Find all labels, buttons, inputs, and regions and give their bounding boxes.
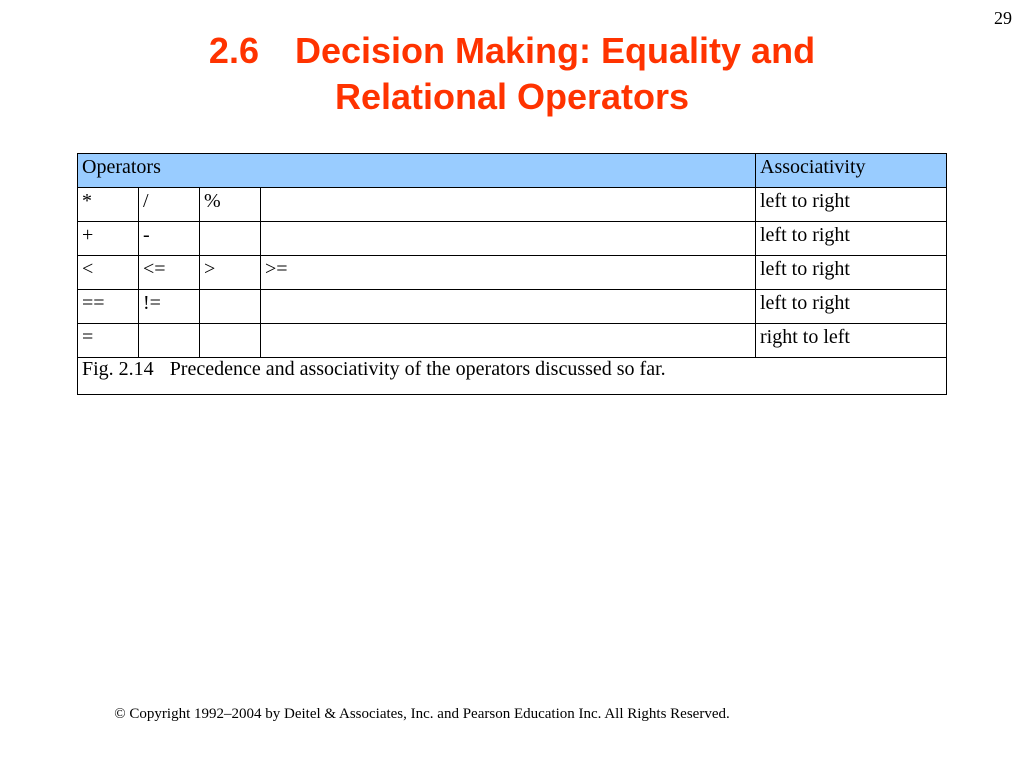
operator-cell: * [78, 188, 139, 222]
operator-cell [200, 222, 261, 256]
header-operators: Operators [78, 154, 756, 188]
table-row [78, 188, 947, 222]
operator-cell [261, 324, 756, 358]
title-text-line-2: Relational Operators [334, 76, 690, 117]
operator-cell: <= [139, 256, 200, 290]
operator-cell: >= [261, 256, 756, 290]
associativity-cell: left to right [756, 290, 947, 324]
operator-cell: = [78, 324, 139, 358]
operator-cell [139, 324, 200, 358]
operator-cell [261, 188, 756, 222]
table-caption-row [78, 358, 947, 395]
header-associativity: Associativity [756, 154, 947, 188]
associativity-cell: left to right [756, 222, 947, 256]
operator-precedence-table [77, 153, 947, 395]
operator-cell: < [78, 256, 139, 290]
operator-cell [261, 290, 756, 324]
table-row [78, 324, 947, 358]
title-line-1 [0, 28, 1024, 74]
operator-cell: % [200, 188, 261, 222]
associativity-cell: left to right [756, 188, 947, 222]
operator-cell [261, 222, 756, 256]
title-text-line-1: Decision Making: Equality and [294, 30, 816, 71]
operator-cell: / [139, 188, 200, 222]
operator-cell: - [139, 222, 200, 256]
operator-cell: > [200, 256, 261, 290]
operator-cell [200, 290, 261, 324]
page-number: 29 [994, 8, 1012, 28]
copyright-notice: © Copyright 1992–2004 by Deitel & Associates, Inc. and Pearson Education Inc. All Rights Reserved. [114, 706, 730, 722]
slide-title [0, 28, 1024, 120]
operator-cell: == [78, 290, 139, 324]
figure-caption [78, 358, 947, 395]
section-number: 2.6 [208, 30, 259, 71]
operator-cell: != [139, 290, 200, 324]
associativity-cell: left to right [756, 256, 947, 290]
associativity-cell: right to left [756, 324, 947, 358]
table-header-row [78, 154, 947, 188]
table-row [78, 290, 947, 324]
figure-label: Fig. 2.14 [82, 358, 154, 380]
table-row [78, 256, 947, 290]
table-row [78, 222, 947, 256]
operator-cell: + [78, 222, 139, 256]
operator-cell [200, 324, 261, 358]
figure-caption-text: Precedence and associativity of the operators discussed so far. [169, 358, 666, 380]
